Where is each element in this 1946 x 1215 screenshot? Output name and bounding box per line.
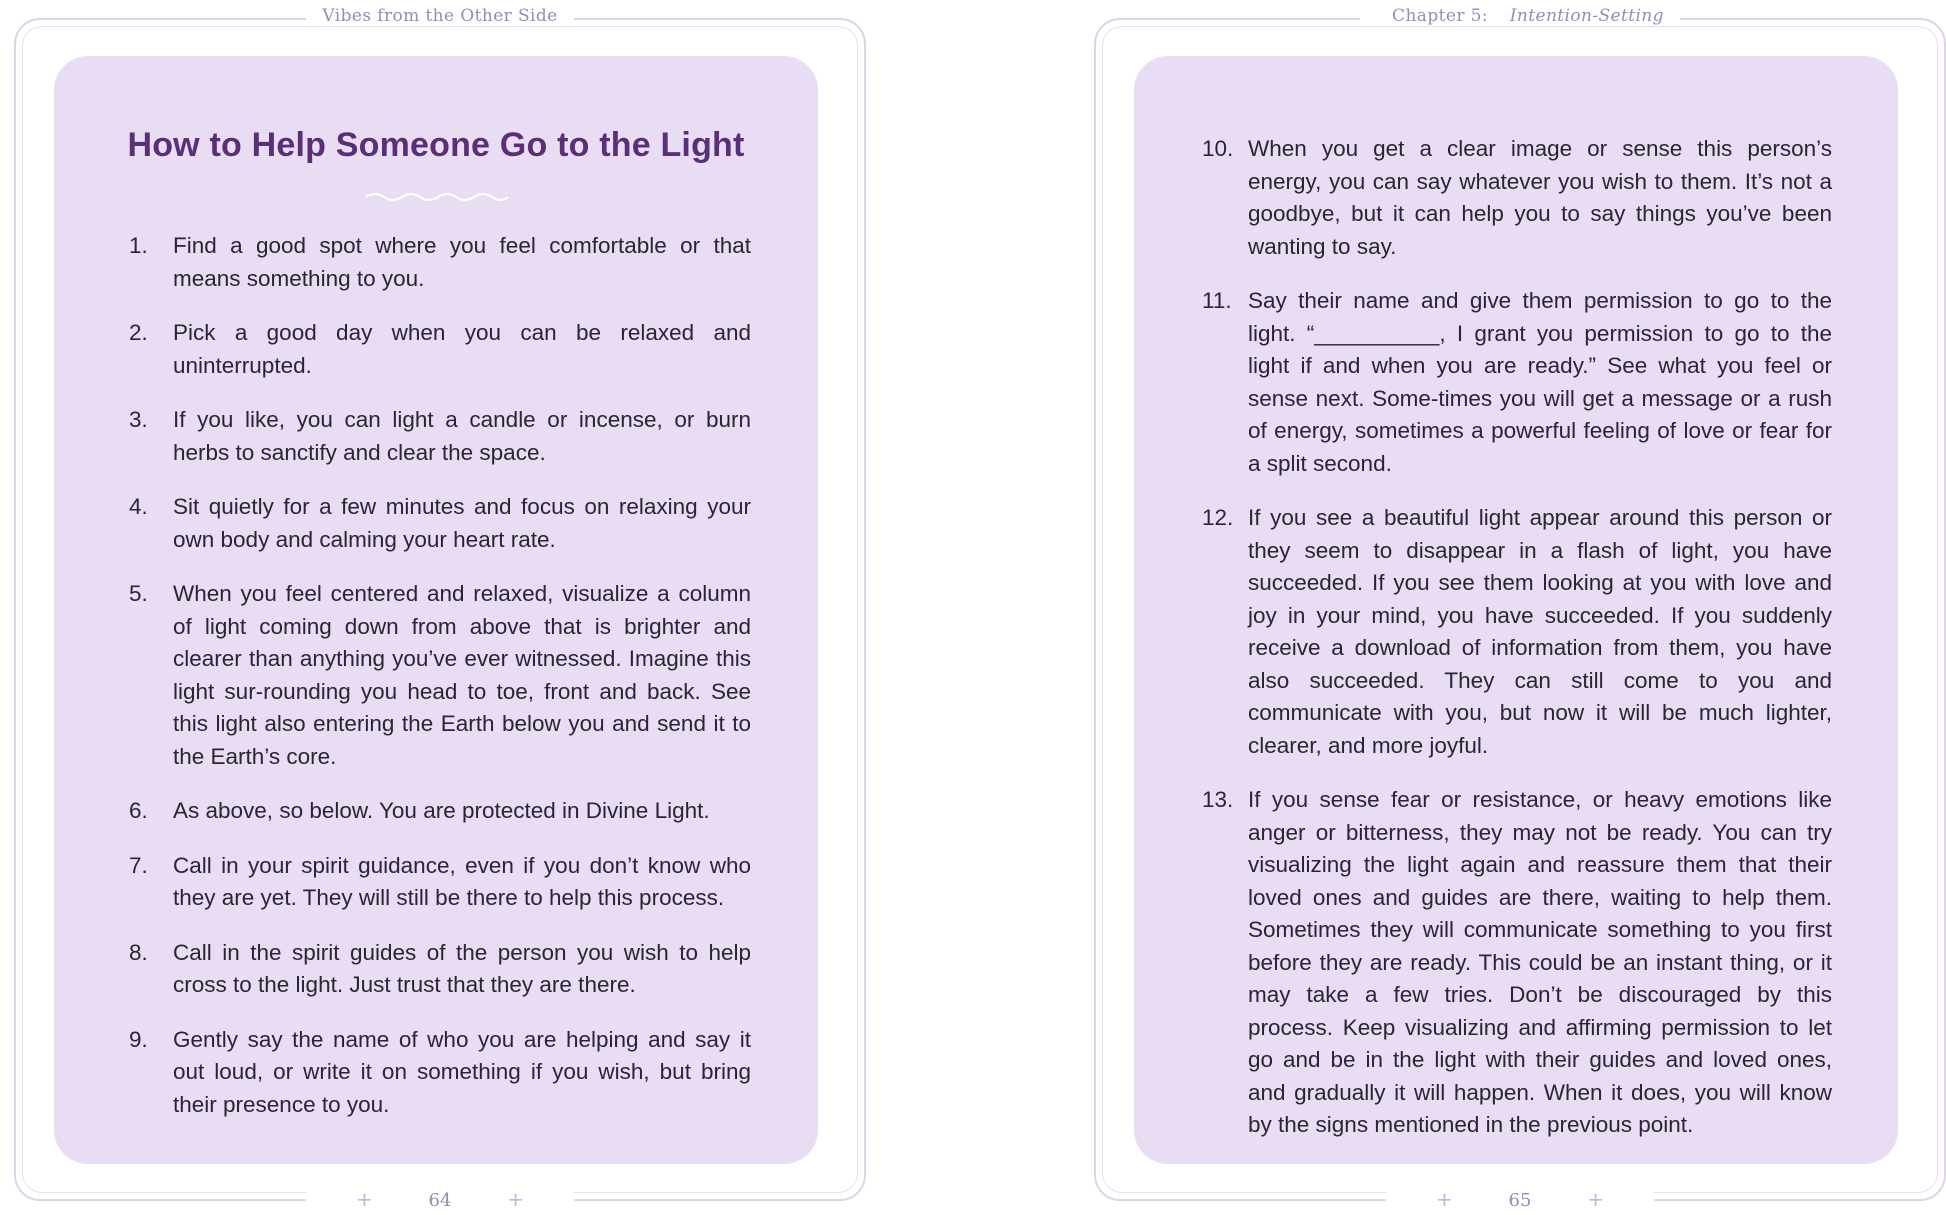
step-number: 3.: [129, 407, 148, 432]
list-item: [1202, 784, 1832, 1142]
steps-list: [1202, 133, 1832, 1164]
page-number: 64: [413, 1190, 468, 1211]
list-item: [129, 1024, 751, 1122]
page-footer: [10, 1187, 870, 1211]
step-number: 1.: [129, 233, 148, 258]
step-text: Find a good spot where you feel comfortable or that means something to you.: [173, 233, 751, 291]
list-item: [129, 578, 751, 773]
list-item: [129, 317, 751, 382]
page-footer: [1090, 1187, 1946, 1211]
step-text: Gently say the name of who you are helping and say it out loud, or write it on something if you wish, but bring their presence to you.: [173, 1026, 751, 1117]
step-number: 13.: [1202, 787, 1234, 812]
step-number: 9.: [129, 1026, 148, 1052]
list-item: [129, 404, 751, 469]
list-item: [129, 230, 751, 295]
step-text: If you like, you can light a candle or incense, or burn herbs to sanctify and clear the space.: [173, 407, 751, 465]
step-number: 8.: [129, 939, 148, 965]
step-number: 10.: [1202, 136, 1234, 161]
step-text: If you sense fear or resistance, or heavy emotions like anger or bitterness, they may not be ready. You can try visualizing the light again and reassure them that their loved ones and guides are there, waiting to help them. Sometimes they will communicate something to you first before they are ready. This could be an instant thing, or it may take a few tries. Don’t be discouraged by this process. Keep visualizing and affirming permission to let go and be in the light with their guides and loved ones, and gradually it will happen. When it does, you will know by the signs mentioned in the previous point.: [1248, 787, 1832, 1137]
plus-ornament-icon: +: [340, 1187, 389, 1211]
wave-ornament: [364, 190, 510, 204]
step-text: Pick a good day when you can be relaxed and uninterrupted.: [173, 320, 751, 378]
running-head: [10, 6, 870, 26]
left-page: [10, 0, 870, 1215]
running-head-chapter-title: Intention-Setting: [1509, 6, 1664, 26]
step-text: Say their name and give them permission to go to the light. “__________, I grant you permission to go to the light if and when you are ready.” See what you feel or sense next. Some-times you will get a message or a rush of energy, sometimes a powerful feeling of love or fear for a split second.: [1248, 288, 1832, 476]
right-page: [1090, 0, 1946, 1215]
list-item: [129, 937, 751, 1002]
step-text: When you feel centered and relaxed, visualize a column of light coming down from above that is brighter and clearer than anything you’ve ever witnessed. Imagine this light sur-rounding you head to toe, front and back. See this light also entering the Earth below you and send it to the Earth’s core.: [173, 581, 751, 769]
step-number: 6.: [129, 798, 148, 823]
step-number: 7.: [129, 852, 148, 878]
step-text: When you get a clear image or sense this person’s energy, you can say whatever you wish to them. It’s not a goodbye, but it can help you to say things you’ve been wanting to say.: [1248, 136, 1832, 259]
list-item: [129, 795, 751, 828]
step-text: Call in the spirit guides of the person you wish to help cross to the light. Just trust that they are there.: [173, 939, 751, 997]
list-item: [1202, 133, 1832, 263]
step-number: 2.: [129, 320, 148, 345]
step-number: 12.: [1202, 505, 1234, 530]
steps-list: [129, 230, 751, 1143]
plus-ornament-icon: +: [1571, 1187, 1620, 1211]
running-head-text: Vibes from the Other Side: [306, 6, 573, 26]
step-text: If you see a beautiful light appear around this person or they seem to disappear in a flash of light, you have succeeded. If you see them looking at you with love and joy in your mind, you have succeeded. If you suddenly receive a download of information from them, you have also succeeded. They can still come to you and communicate with you, but now it will be much lighter, clearer, and more joyful.: [1248, 505, 1832, 758]
list-item: [129, 850, 751, 915]
list-item: [1202, 285, 1832, 480]
plus-ornament-icon: +: [491, 1187, 540, 1211]
step-text: Sit quietly for a few minutes and focus on relaxing your own body and calming your heart rate.: [173, 494, 751, 552]
page-title: How to Help Someone Go to the Light: [127, 126, 745, 164]
step-number: 5.: [129, 581, 148, 606]
step-text: As above, so below. You are protected in Divine Light.: [173, 798, 710, 823]
step-text: Call in your spirit guidance, even if you don’t know who they are yet. They will still be there to help this process.: [173, 852, 751, 910]
running-head: [1090, 6, 1946, 26]
page-number: 65: [1493, 1190, 1548, 1211]
step-number: 11.: [1202, 288, 1232, 313]
plus-ornament-icon: +: [1420, 1187, 1469, 1211]
list-item: [129, 491, 751, 556]
running-head-prefix: Chapter 5:: [1376, 6, 1510, 26]
step-number: 4.: [129, 494, 148, 519]
list-item: [1202, 502, 1832, 762]
